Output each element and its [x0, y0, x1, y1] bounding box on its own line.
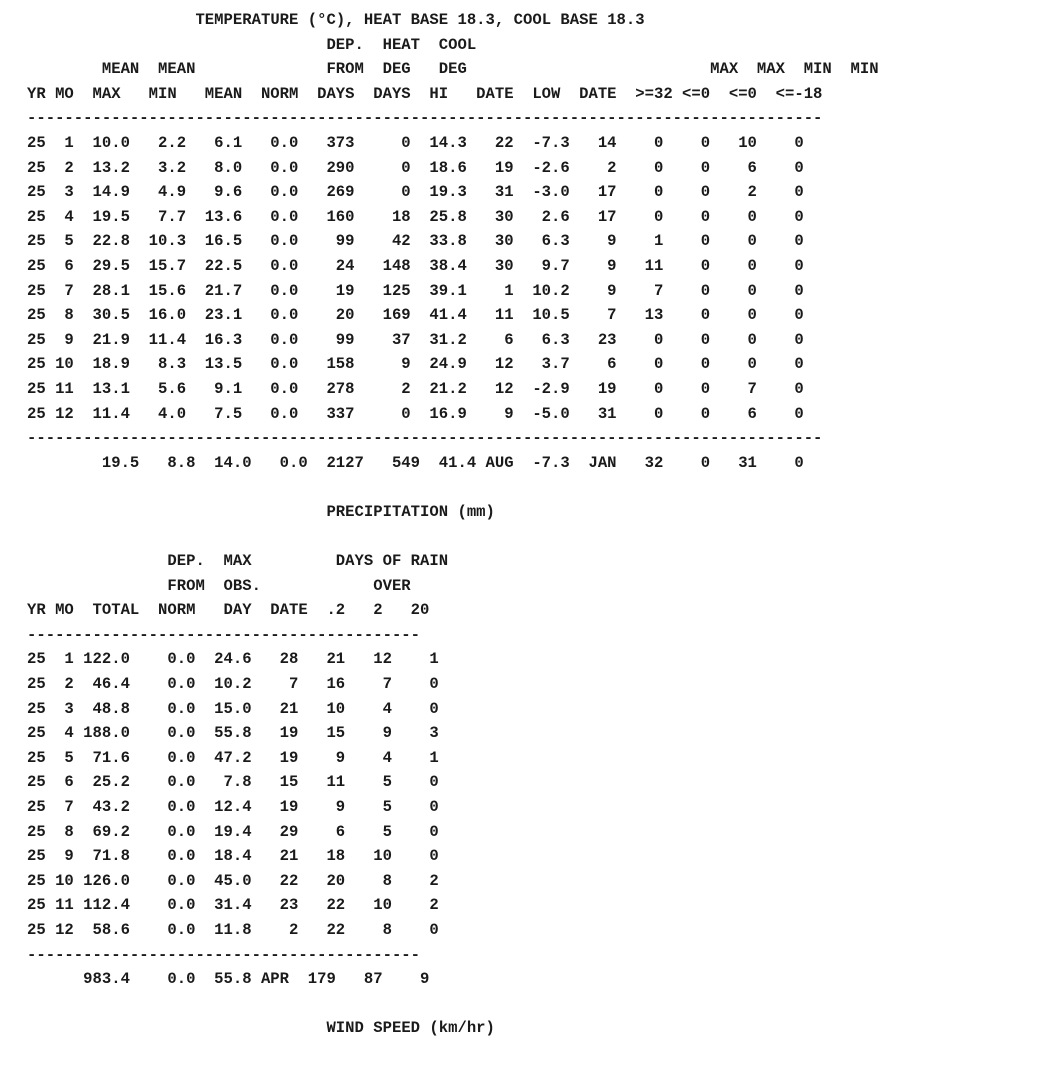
precipitation-bottom-separator: ------------------------------------------	[27, 945, 421, 964]
precipitation-header-line-3: YR MO TOTAL NORM DAY DATE .2 2 20	[27, 601, 430, 620]
precipitation-row: 25 1 122.0 0.0 24.6 28 21 12 1	[27, 650, 439, 669]
climate-report	[27, 8, 879, 1041]
precipitation-top-separator: ------------------------------------------	[27, 625, 421, 644]
precipitation-row: 25 3 48.8 0.0 15.0 21 10 4 0	[27, 699, 439, 718]
precipitation-row: 25 12 58.6 0.0 11.8 2 22 8 0	[27, 920, 439, 939]
precipitation-header-line-2: FROM OBS. OVER	[27, 576, 411, 595]
temperature-bottom-separator: -------------------------------------------------------------------------------------	[27, 429, 823, 448]
blank-line	[27, 475, 879, 500]
blank-line	[27, 524, 879, 549]
temperature-row: 25 4 19.5 7.7 13.6 0.0 160 18 25.8 30 2.6 17 0 0 0 0	[27, 207, 804, 226]
temperature-row: 25 12 11.4 4.0 7.5 0.0 337 0 16.9 9 -5.0 31 0 0 6 0	[27, 404, 804, 423]
temperature-row: 25 2 13.2 3.2 8.0 0.0 290 0 18.6 19 -2.6 2 0 0 6 0	[27, 158, 804, 177]
temperature-row: 25 6 29.5 15.7 22.5 0.0 24 148 38.4 30 9.7 9 11 0 0 0	[27, 256, 804, 275]
precipitation-row: 25 6 25.2 0.0 7.8 15 11 5 0	[27, 773, 439, 792]
temperature-header-line-2: MEAN MEAN FROM DEG DEG MAX MAX MIN MIN	[27, 60, 879, 79]
temperature-row: 25 5 22.8 10.3 16.5 0.0 99 42 33.8 30 6.3 9 1 0 0 0	[27, 232, 804, 251]
precipitation-row: 25 11 112.4 0.0 31.4 23 22 10 2	[27, 896, 439, 915]
temperature-row: 25 11 13.1 5.6 9.1 0.0 278 2 21.2 12 -2.9 19 0 0 7 0	[27, 379, 804, 398]
temperature-title: TEMPERATURE (°C), HEAT BASE 18.3, COOL BASE 18.3	[195, 11, 645, 29]
temperature-row: 25 3 14.9 4.9 9.6 0.0 269 0 19.3 31 -3.0 17 0 0 2 0	[27, 183, 804, 202]
temperature-row: 25 8 30.5 16.0 23.1 0.0 20 169 41.4 11 10.5 7 13 0 0 0	[27, 306, 804, 325]
blank-line	[27, 992, 879, 1017]
precipitation-row: 25 9 71.8 0.0 18.4 21 18 10 0	[27, 847, 439, 866]
temperature-top-separator: -------------------------------------------------------------------------------------	[27, 109, 823, 128]
precipitation-row: 25 5 71.6 0.0 47.2 19 9 4 1	[27, 748, 439, 767]
temperature-row: 25 9 21.9 11.4 16.3 0.0 99 37 31.2 6 6.3 23 0 0 0 0	[27, 330, 804, 349]
precipitation-row: 25 4 188.0 0.0 55.8 19 15 9 3	[27, 724, 439, 743]
wind-speed-title: WIND SPEED (km/hr)	[326, 1019, 495, 1038]
precipitation-row: 25 8 69.2 0.0 19.4 29 6 5 0	[27, 822, 439, 841]
precipitation-row: 25 10 126.0 0.0 45.0 22 20 8 2	[27, 871, 439, 890]
temperature-row: 25 10 18.9 8.3 13.5 0.0 158 9 24.9 12 3.7 6 0 0 0 0	[27, 355, 804, 374]
temperature-row: 25 1 10.0 2.2 6.1 0.0 373 0 14.3 22 -7.3 14 0 0 10 0	[27, 133, 804, 152]
precipitation-row: 25 2 46.4 0.0 10.2 7 16 7 0	[27, 675, 439, 694]
precipitation-header-line-1: DEP. MAX DAYS OF RAIN	[27, 552, 449, 571]
precipitation-row: 25 7 43.2 0.0 12.4 19 9 5 0	[27, 798, 439, 816]
temperature-row: 25 7 28.1 15.6 21.7 0.0 19 125 39.1 1 10.2 9 7 0 0 0	[27, 281, 804, 300]
temperature-header-line-1: DEP. HEAT COOL	[27, 35, 477, 54]
temperature-summary-row: 19.5 8.8 14.0 0.0 2127 549 41.4 AUG -7.3 JAN 32 0 31 0	[27, 453, 804, 472]
precipitation-summary-row: 983.4 0.0 55.8 APR 179 87 9	[27, 970, 430, 989]
temperature-header-line-3: YR MO MAX MIN MEAN NORM DAYS DAYS HI DATE LOW DATE >=32 <=0 <=0 <=-18	[27, 84, 823, 103]
precipitation-title: PRECIPITATION (mm)	[326, 502, 495, 521]
